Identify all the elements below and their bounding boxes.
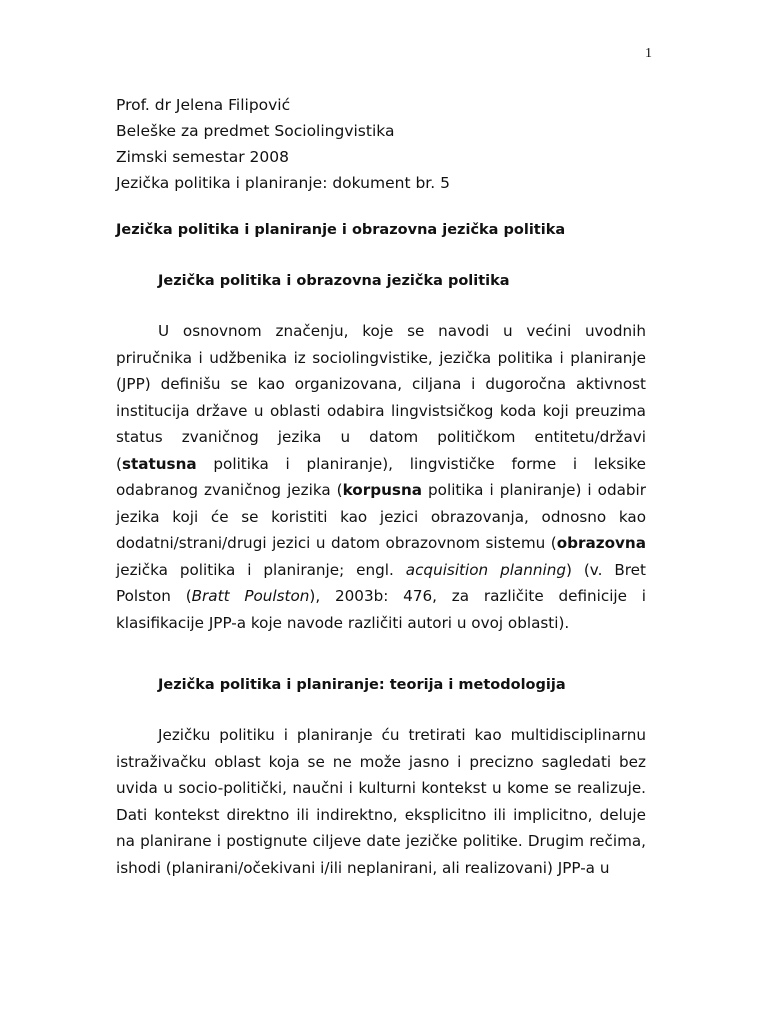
term-acquisition-planning: acquisition planning xyxy=(405,560,566,579)
document-id-line: Jezička politika i planiranje: dokument br. 5 xyxy=(116,174,450,192)
section1-paragraph: U osnovnom značenju, koje se navodi u većini uvodnih priručnika i udžbenika iz sociolingvistike, jezička politika i planiranje (JPP) definišu se kao organizovana, ciljana i dugoročna aktivnost institucija države u oblasti odabira lingvistsičkog koda koji preuzima status zvaničnog jezika u datom političkom entitetu/državi (statusna politika i planiranje), lingvističke forme i leksike odabranog zvaničnog jezika (korpusna politika i planiranje) i odabir jezika koji će se koristiti kao jezici obrazovanja, odnosno kao dodatni/strani/drugi jezici u datom obrazovnom sistemu (obrazovna jezička politika i planiranje; engl. acquisition planning) (v. Bret Polston (Bratt Poulston), 2003b: 476, za različite definicije i klasifikacije JPP-a koje navode različiti autori u ovoj oblasti). xyxy=(116,322,646,632)
course-line: Beleške za predmet Sociolingvistika xyxy=(116,122,395,140)
term-statusna: statusna xyxy=(121,454,197,473)
page-number: 1 xyxy=(645,46,652,61)
author-name-original: Bratt Poulston xyxy=(191,587,310,605)
document-header xyxy=(116,92,646,196)
term-obrazovna: obrazovna xyxy=(556,534,646,552)
semester-line: Zimski semestar 2008 xyxy=(116,148,289,166)
main-heading: Jezička politika i planiranje i obrazovna jezička politika xyxy=(116,222,566,238)
term-korpusna: korpusna xyxy=(342,481,423,499)
section2-paragraph: Jezičku politiku i planiranje ću tretirati kao multidisciplinarnu istraživačku oblast koja se ne može jasno i precizno sagledati bez uvida u socio-politički, naučni i kulturni kontekst u kome se realizuje. Dati kontekst direktno ili indirektno, eksplicitno ili implicitno, deluje na planirane i postignute ciljeve date jezičke politike. Drugim rečima, ishodi (planirani/očekivani i/ili neplanirani, ali realizovani) JPP-a u xyxy=(116,726,646,877)
section2-heading: Jezička politika i planiranje: teorija i metodologija xyxy=(158,677,566,693)
section1-heading: Jezička politika i obrazovna jezička politika xyxy=(158,273,510,289)
author-line: Prof. dr Jelena Filipović xyxy=(116,96,291,114)
